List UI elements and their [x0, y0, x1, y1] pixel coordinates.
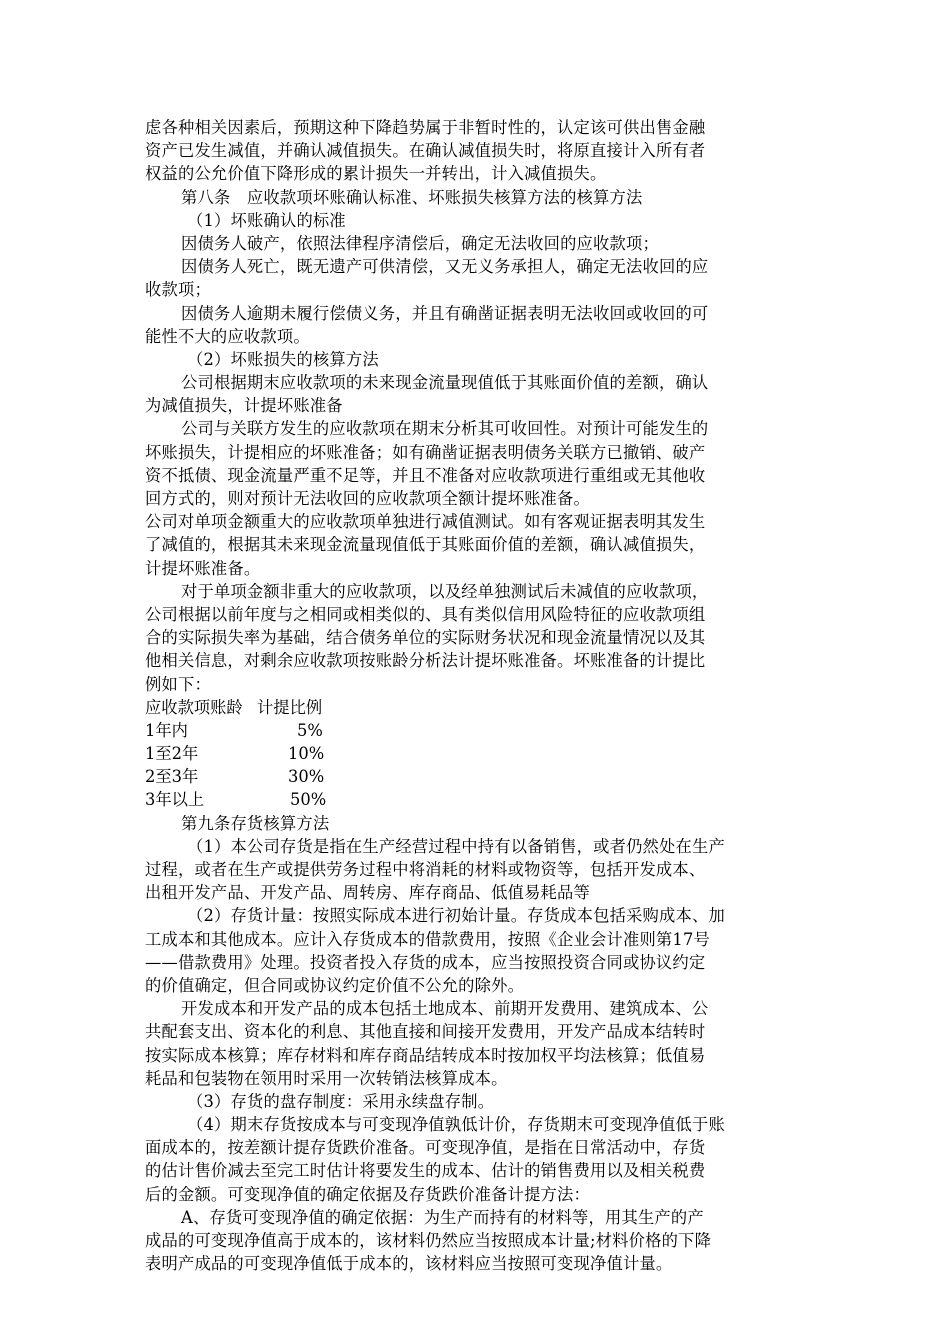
text-line: （1）本公司存货是指在生产经营过程中持有以备销售，或者仍然处在生产 [187, 836, 725, 856]
ratio-cell: 50% [290, 790, 327, 810]
text-line: 虑各种相关因素后，预期这种下降趋势属于非暂时性的，认定该可供出售金融 [145, 118, 706, 137]
text-line: （2）坏账损失的核算方法 [187, 349, 379, 369]
text-line: 了减值的，根据其未来现金流量现值低于其账面价值的差额，确认减值损失， [145, 535, 706, 555]
text-line: 例如下： [145, 674, 211, 694]
aging-table-row [145, 742, 815, 765]
text-line: （4）期末存货按成本与可变现净值孰低计价，存货期末可变现净值低于账 [187, 1115, 725, 1135]
text-line: ——借款费用》处理。投资者投入存货的成本，应当按照投资合同或协议约定 [145, 952, 706, 972]
text-line: 的估计售价减去至完工时估计将要发生的成本、估计的销售费用以及相关税费 [145, 1161, 706, 1181]
text-line: 因债务人逾期未履行偿债义务，并且有确凿证据表明无法收回或收回的可 [181, 303, 709, 323]
text-line: 为减值损失，计提坏账准备 [145, 396, 343, 416]
text-line: 工成本和其他成本。应计入存货成本的借款费用，按照《企业会计准则第17号 [145, 929, 711, 949]
text-line: 开发成本和开发产品的成本包括土地成本、前期开发费用、建筑成本、公 [181, 999, 709, 1019]
aging-header-label: 应收款项账龄 [145, 697, 243, 717]
text-line: （1）坏账确认的标准 [187, 210, 346, 230]
text-line: 第九条存货核算方法 [181, 813, 330, 833]
text-line: 面成本的，按差额计提存货跌价准备。可变现净值，是指在日常活动中，存货 [145, 1138, 706, 1158]
ratio-cell: 5% [297, 720, 323, 740]
text-line: 后的金额。可变现净值的确定依据及存货跌价准备计提方法： [145, 1184, 590, 1204]
aging-ratio-table [145, 696, 815, 812]
aging-table-row [145, 719, 815, 742]
text-line: 公司根据期末应收款项的未来现金流量现值低于其账面价值的差额，确认 [181, 373, 709, 393]
aging-table-header [145, 696, 815, 719]
text-line: 资不抵债、现金流量严重不足等，并且不准备对应收款项进行重组或无其他收 [145, 465, 706, 485]
ratio-header-label: 计提比例 [257, 697, 323, 717]
text-line: 回方式的，则对预计无法收回的应收款项全额计提坏账准备。 [145, 489, 590, 508]
text-line: 计提坏账准备。 [145, 558, 261, 578]
text-line: 的价值确定，但合同或协议约定价值不公允的除外。 [145, 975, 525, 995]
text-line: 成品的可变现净值高于成本的，该材料仍然应当按照成本计量;材料价格的下降 [145, 1231, 712, 1250]
text-line: 共配套支出、资本化的利息、其他直接和间接开发费用，开发产品成本结转时 [145, 1022, 706, 1042]
aging-cell: 3年以上 [145, 790, 205, 810]
paragraph-block-receivables [145, 116, 815, 696]
text-line: 出租开发产品、开发产品、周转房、库存商品、低值易耗品等 [145, 883, 590, 903]
text-line: 第八条 应收款项坏账确认标准、坏账损失核算方法的核算方法 [181, 187, 643, 207]
text-line: 合的实际损失率为基础，结合债务单位的实际财务状况和现金流量情况以及其 [145, 628, 706, 648]
text-line: 因债务人死亡，既无遗产可供清偿，又无义务承担人，确定无法收回的应 [181, 257, 709, 277]
text-line: 公司对单项金额重大的应收款项单独进行减值测试。如有客观证据表明其发生 [145, 512, 706, 532]
text-line: 坏账损失，计提相应的坏账准备；如有确凿证据表明债务关联方已撤销、破产 [145, 442, 706, 462]
text-line: 按实际成本核算；库存材料和库存商品结转成本时按加权平均法核算；低值易 [145, 1045, 706, 1065]
text-line: A、存货可变现净值的确定依据：为生产而持有的材料等，用其生产的产 [181, 1207, 704, 1227]
text-line: 权益的公允价值下降形成的累计损失一并转出，计入减值损失。 [145, 164, 607, 184]
aging-cell: 1年内 [145, 720, 188, 740]
text-line: 对于单项金额非重大的应收款项，以及经单独测试后未减值的应收款项， [181, 581, 709, 601]
text-line: 他相关信息，对剩余应收款项按账龄分析法计提坏账准备。坏账准备的计提比 [145, 651, 706, 671]
text-line: 收款项； [145, 280, 211, 300]
text-line: （3）存货的盘存制度：采用永续盘存制。 [187, 1091, 495, 1111]
text-line: 耗品和包装物在领用时采用一次转销法核算成本。 [145, 1068, 508, 1088]
aging-table-row [145, 765, 815, 788]
paragraph-block-inventory [145, 812, 815, 1276]
text-line: 资产已发生减值，并确认减值损失。在确认减值损失时，将原直接计入所有者 [145, 141, 706, 161]
text-line: 表明产成品的可变现净值低于成本的，该材料应当按照可变现净值计量。 [145, 1254, 673, 1274]
aging-cell: 2至3年 [145, 767, 199, 787]
text-line: 能性不大的应收款项。 [145, 326, 310, 346]
text-line: 公司与关联方发生的应收款项在期末分析其可收回性。对预计可能发生的 [181, 419, 709, 439]
text-line: 过程，或者在生产或提供劳务过程中将消耗的材料或物资等，包括开发成本、 [145, 860, 706, 879]
aging-cell: 1至2年 [145, 744, 199, 764]
aging-table-row [145, 788, 815, 811]
ratio-cell: 30% [288, 767, 325, 787]
text-line: 因债务人破产，依照法律程序清偿后，确定无法收回的应收款项； [181, 233, 659, 253]
text-line: 公司根据以前年度与之相同或相类似的、具有类似信用风险特征的应收款项组 [145, 604, 706, 624]
document-page [145, 116, 815, 1275]
text-line: （2）存货计量：按照实际成本进行初始计量。存货成本包括采购成本、加 [187, 906, 725, 926]
ratio-cell: 10% [288, 744, 325, 764]
